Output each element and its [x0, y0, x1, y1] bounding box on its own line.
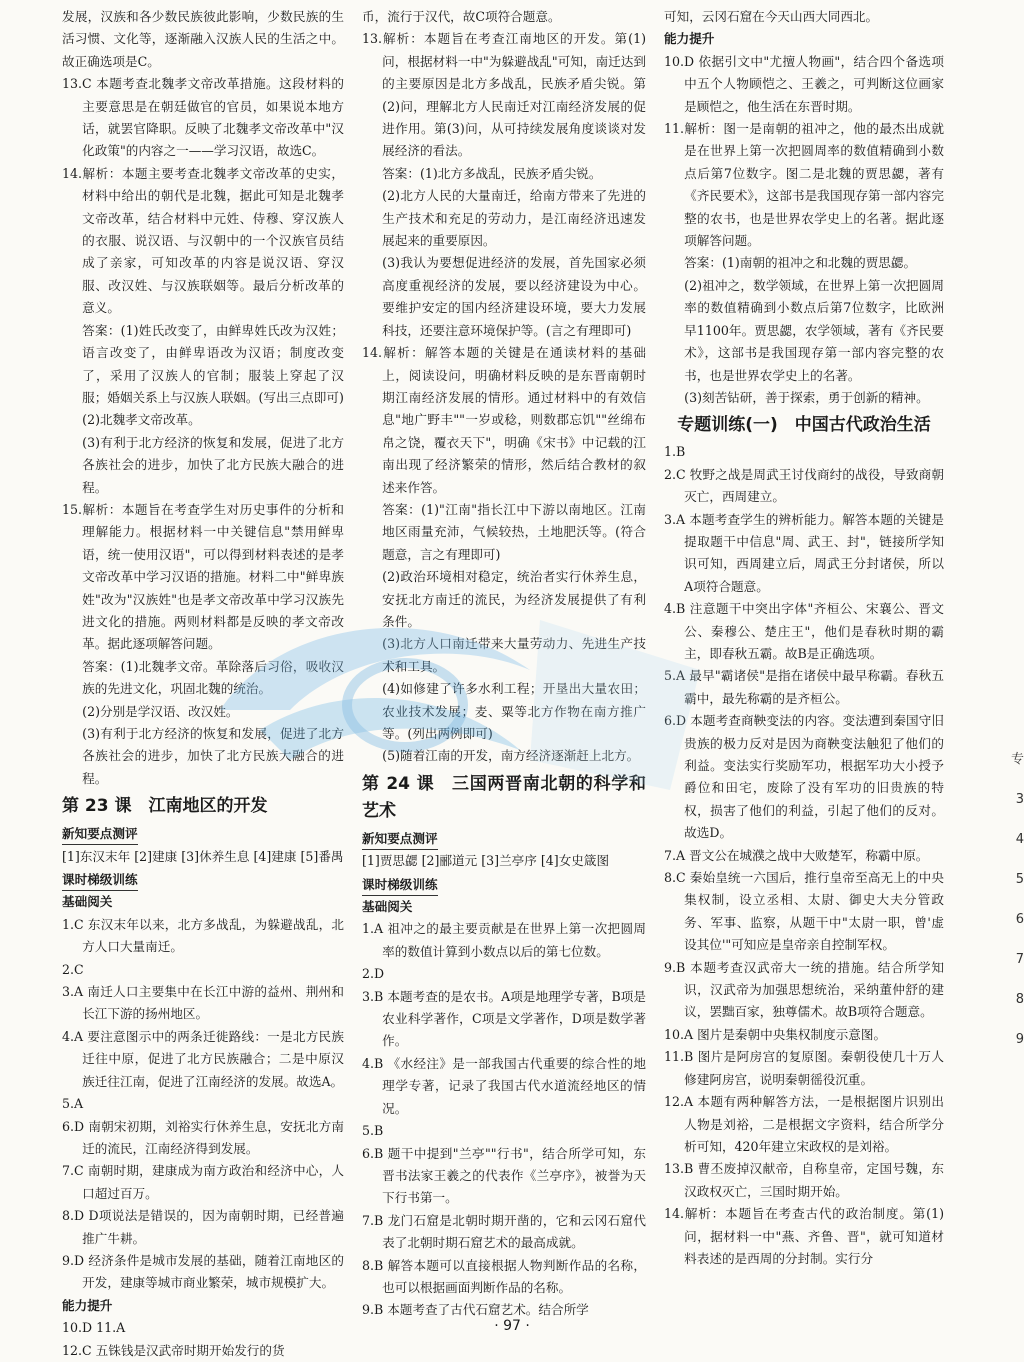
- section-label: 课时梯级训练: [362, 875, 438, 896]
- watermark-logo: [200, 560, 720, 820]
- answer-item: 12.A 本题有两种解答方法，一是根据图片识别出人物是刘裕，二是根据文字资料，结合所学分析可知，420年建立宋政权的是刘裕。: [664, 1094, 944, 1154]
- answer-item: 2.D: [362, 966, 385, 982]
- answer-item: 7.B 龙门石窟是北朝时期开凿的，它和云冈石窟代表了北朝时期石窟艺术的最高成就。: [362, 1212, 646, 1251]
- lesson-heading: 第 23 课 江南地区的开发: [62, 796, 268, 817]
- answer-item: 14.解析：本题旨在考查古代的政治制度。第(1)问，据材料一中"燕、齐鲁、晋"，就可知道材料表述的是西周的分封制。实行分: [664, 1206, 944, 1266]
- answer-detail: (5)随着江南的开发，南方经济逐渐赶上北方。: [382, 748, 640, 764]
- answer-item: 13.C 本题考查北魏孝文帝改革措施。这段材料的主要意思是在朝廷做官的官员，如果说本地方话，就罢官降职。反映了北魏孝文帝改革中"汉化政策"的内容之一——学习汉语，故选C。: [62, 76, 344, 159]
- answer-item: 14.解析：解答本题的关键是在通读材料的基础上，阅读设问，明确材料反映的是东晋南朝时期江南经济发展的情形。通过材料中的有效信息"地广野丰""一岁或稔，则数郡忘饥""丝绵布帛之饶，覆衣天下"，明确《宋书》中记载的江南出现了经济繁荣的情形，然后结合教材的叙述来作答。: [362, 345, 646, 495]
- answer-item: 1.A 祖冲之的最主要贡献是在世界上第一次把圆周率的数值计算到小数点以后的第七位数。: [362, 921, 646, 959]
- answer-item: 10.A 图片是秦朝中央集权制度示意图。: [664, 1026, 887, 1042]
- answer-detail: 答案：(1)南朝的祖冲之和北魏的贾思勰。: [684, 255, 917, 271]
- answer-item: 4.B 注意题干中突出字体"齐桓公、宋襄公、晋文公、秦穆公、楚庄王"，他们是春秋时期的霸主，即春秋五霸。故B是正确选项。: [664, 601, 944, 661]
- text-paragraph: 发展，汉族和各少数民族彼此影响，少数民族的生活习惯、文化等，逐渐融入汉族人民的生活之中。故正确选项是C。: [62, 9, 344, 69]
- answer-detail: (2)北魏孝文帝改革。: [82, 412, 201, 428]
- answer-item: 13.B 曹丕废掉汉献帝，自称皇帝，定国号魏，东汉政权灭亡，三国时期开始。: [664, 1161, 944, 1199]
- subsection-label: 能力提升: [664, 31, 715, 47]
- answer-item: 10.D 依据引文中"尤擅人物画"，结合四个备选项中五个人物顾恺之、王羲之，可判断这位画家是顾恺之，他生活在东晋时期。: [664, 53, 944, 114]
- edge-mark: 专: [1010, 752, 1024, 767]
- answer-item: 11.解析：图一是南朝的祖冲之，他的最杰出成就是在世界上第一次把圆周率的数值精确到小数点后第7位数字。图二是北魏的贾思勰，著有《齐民要术》，这部书是我国现存第一部内容完整的农书，也是世界农学史上的名著。据此逐项解答问题。: [664, 121, 944, 249]
- edge-mark: 8: [1015, 992, 1024, 1007]
- answer-item: 2.C 牧野之战是周武王讨伐商纣的战役，导致商朝灭亡，西周建立。: [664, 466, 944, 505]
- edge-mark: 4: [1015, 832, 1024, 847]
- answer-detail: (3)有利于北方经济的恢复和发展，促进了北方各族社会的进步，加快了北方民族大融合的进程。: [82, 726, 344, 786]
- answer-detail: (4)如修建了许多水利工程；开垦出大量农田；农业技术发展；麦、粟等北方作物在南方推广等。(列出两例即可): [382, 681, 646, 741]
- edge-mark: 5: [1015, 872, 1024, 887]
- answer-detail: (3)我认为要想促进经济的发展，首先国家必须高度重视经济的发展，要以经济建设为中心。要维护安定的国内经济建设环境，要大力发展科技，还要注意环境保护等。(言之有理即可): [382, 255, 646, 338]
- answer-item: 3.A 本题考查学生的辨析能力。解答本题的关键是提取题干中信息"周、武王、封"，链接所学知识可知，西周建立后，周武王分封诸侯，所以A项符合题意。: [664, 511, 944, 594]
- answer-item: 8.C 秦始皇统一六国后，推行皇帝至高无上的中央集权制，设立丞相、太尉、御史大夫分管政务、军事、监察，从题干中"太尉一职，曾'虚设其位'"可知应是皇帝亲自控制军权。: [664, 870, 944, 953]
- answer-item: 12.C 五铢钱是汉武帝时期开始发行的货: [62, 1342, 285, 1358]
- answer-item: 10.D 11.A: [62, 1320, 126, 1336]
- page-number: · 97 ·: [494, 1318, 530, 1334]
- answer-item: 5.A 最早"霸诸侯"是指在诸侯中最早称霸。春秋五霸中，最先称霸的是齐桓公。: [664, 668, 944, 706]
- answer-item: 11.B 图片是阿房宫的复原图。秦朝役使几十万人修建阿房宫，说明秦朝徭役沉重。: [664, 1049, 944, 1087]
- answer-item: 7.A 晋文公在城濮之战中大败楚军，称霸中原。: [664, 847, 929, 863]
- answer-detail: (2)北方人民的大量南迁，给南方带来了先进的生产技术和充足的劳动力，是江南经济迅速发展起来的重要原因。: [382, 188, 646, 249]
- answer-item: 15.解析：本题旨在考查学生对历史事件的分析和理解能力。根据材料一中关键信息"禁用鲜卑语，统一使用汉语"，可以得到材料表述的是孝文帝改革中学习汉语的措施。材料二中"鲜卑族姓"改为"汉族姓"也是孝文帝改革中学习汉族先进文化的措施。两则材料都是反映的孝文帝改革。据此逐项解答问题。: [62, 501, 344, 652]
- answer-item: 9.D 经济条件是城市发展的基础，随着江南地区的开发，建康等城市商业繁荣，城市规模扩大。: [62, 1252, 344, 1291]
- edge-mark: 9: [1015, 1032, 1024, 1047]
- answer-detail: (2)祖冲之，数学领域，在世界上第一次把圆周率的数值精确到小数点后第7位数字，比欧洲早1100年。贾思勰，农学领域，著有《齐民要术》，这部书是我国现存第一部内容完整的农书，也是世界农学史上的名著。: [684, 277, 944, 383]
- edge-mark: 6: [1015, 912, 1024, 927]
- text-paragraph: 可知，云冈石窟在今天山西大同西北。: [664, 9, 879, 24]
- section-label: 新知要点测评: [362, 829, 438, 850]
- answer-item: 4.A 要注意图示中的两条迁徙路线：一是北方民族迁往中原，促进了北方民族融合；二是中原汉族迁往江南，促进了江南经济的发展。故选A。: [62, 1028, 344, 1089]
- text-paragraph: 币，流行于汉代，故C项符合题意。: [362, 9, 561, 24]
- answer-item: 8.D D项说法是错误的，因为南朝时期，已经普遍推广牛耕。: [62, 1208, 344, 1246]
- subsection-label: 基础阅关: [362, 899, 413, 915]
- answer-item: 7.C 南朝时期，建康成为南方政治和经济中心，人口超过百万。: [62, 1163, 344, 1201]
- answer-detail: (2)政治环境相对稳定，统治者实行休养生息，安抚北方南迁的流民，为经济发展提供了有利条件。: [382, 569, 646, 629]
- edge-mark: 7: [1015, 952, 1024, 967]
- text-paragraph: [1]贾思勰 [2]郦道元 [3]兰亭序 [4]女史箴图: [362, 853, 610, 869]
- answer-item: 1.C 东汉末年以来，北方多战乱，为躲避战乱，北方人口大量南迁。: [62, 916, 344, 955]
- lesson-heading: 专题训练(一) 中国古代政治生活: [677, 415, 931, 436]
- answer-item: 13.解析：本题旨在考查江南地区的开发。第(1)问，根据材料一中"为躲避战乱"可知，南迁达到的主要原因是北方多战乱，民族矛盾尖锐。第(2)问，理解北方人民南迁对江南经济发展的促进作用。第(3)问，从可持续发展角度谈谈对发展经济的看法。: [362, 31, 646, 159]
- section-label: 新知要点测评: [62, 824, 138, 845]
- edge-mark: 3: [1015, 792, 1024, 807]
- text-paragraph: [1]东汉末年 [2]建康 [3]休养生息 [4]建康 [5]番禺: [62, 848, 344, 864]
- answer-item: 6.B 题干中提到"兰亭""行书"，结合所学可知，东晋书法家王羲之的代表作《兰亭序》，被誉为天下行书第一。: [362, 1145, 646, 1206]
- answer-item: 5.B: [362, 1123, 384, 1139]
- answer-item: 9.B 本题考查了古代石窟艺术。结合所学: [362, 1302, 589, 1318]
- page-edge-marks: [1004, 740, 1024, 1100]
- answer-item: 9.B 本题考查汉武帝大一统的措施。结合所学知识，汉武帝为加强思想统治，采纳董仲舒的建议，罢黜百家，独尊儒术。故B项符合题意。: [664, 959, 944, 1020]
- answer-detail: 答案：(1)"江南"指长江中下游以南地区。江南地区雨量充沛，气候较热，土地肥沃等。(符合题意，言之有理即可): [382, 501, 646, 562]
- answer-detail: (3)北方人口南迁带来大量劳动力、先进生产技术和工具。: [382, 636, 646, 674]
- answer-item: 6.D 南朝宋初期，刘裕实行休养生息，安抚北方南迁的流民，江南经济得到发展。: [62, 1118, 344, 1156]
- section-label: 课时梯级训练: [62, 870, 138, 891]
- answer-item: 6.D 本题考查商鞅变法的内容。变法遭到秦国守旧贵族的极力反对是因为商鞅变法触犯了他们的利益。变法实行奖励军功，根据军功大小授予爵位和田宅，废除了没有军功的旧贵族的特权，损害了他们的利益，引起了他们的反对。故选D。: [664, 713, 944, 841]
- answer-item: 2.C: [62, 961, 84, 977]
- answer-detail: (2)分别是学汉语、改汉姓。: [82, 703, 239, 719]
- answer-item: 3.A 南迁人口主要集中在长江中游的益州、荆州和长江下游的扬州地区。: [62, 984, 344, 1022]
- answer-detail: (3)有利于北方经济的恢复和发展，促进了北方各族社会的进步，加快了北方民族大融合的进程。: [82, 434, 344, 495]
- answer-item: 14.解析：本题主要考查北魏孝文帝改革的史实，材料中给出的朝代是北魏，据此可知是北魏孝文帝改革，结合材料中元姓、侍穆、穿汉族人的衣服、说汉语、与汉朝中的一个汉族官员结成了亲家，可知改革的内容是说汉语、穿汉服、改汉姓、与汉族联姻等。最后分析改革的意义。: [62, 165, 344, 316]
- lesson-heading: 第 24 课 三国两晋南北朝的科学和艺术: [362, 773, 646, 821]
- answer-item: 8.B 解答本题可以直接根据人物判断作品的名称，也可以根据画面判断作品的名称。: [362, 1257, 646, 1295]
- answer-detail: 答案：(1)姓氏改变了，由鲜卑姓氏改为汉姓；语言改变了，由鲜卑语改为汉语；制度改变了，采用了汉族人的官制；服装上穿起了汉服；婚姻关系上与汉族人联姻。(写出三点即可): [82, 322, 344, 405]
- answer-detail: 答案：(1)北魏孝文帝。革除落后习俗，吸收汉族的先进文化，巩固北魏的统治。: [82, 658, 344, 697]
- answer-item: 3.B 本题考查的是农书。A项是地理学专著，B项是农业科学著作，C项是文学著作，D项是数学著作。: [362, 988, 646, 1049]
- answer-item: 1.B: [664, 444, 686, 460]
- subsection-label: 能力提升: [62, 1297, 113, 1313]
- subsection-label: 基础阅关: [62, 894, 113, 910]
- answer-detail: (3)刻苦钻研，善于探索，勇于创新的精神。: [684, 389, 929, 405]
- answer-detail: 答案：(1)北方多战乱，民族矛盾尖锐。: [382, 165, 602, 181]
- answer-item: 5.A: [62, 1096, 84, 1112]
- answer-item: 4.B 《水经注》是一部我国古代重要的综合性的地理学专著，记录了我国古代水道流经地区的情况。: [362, 1055, 646, 1116]
